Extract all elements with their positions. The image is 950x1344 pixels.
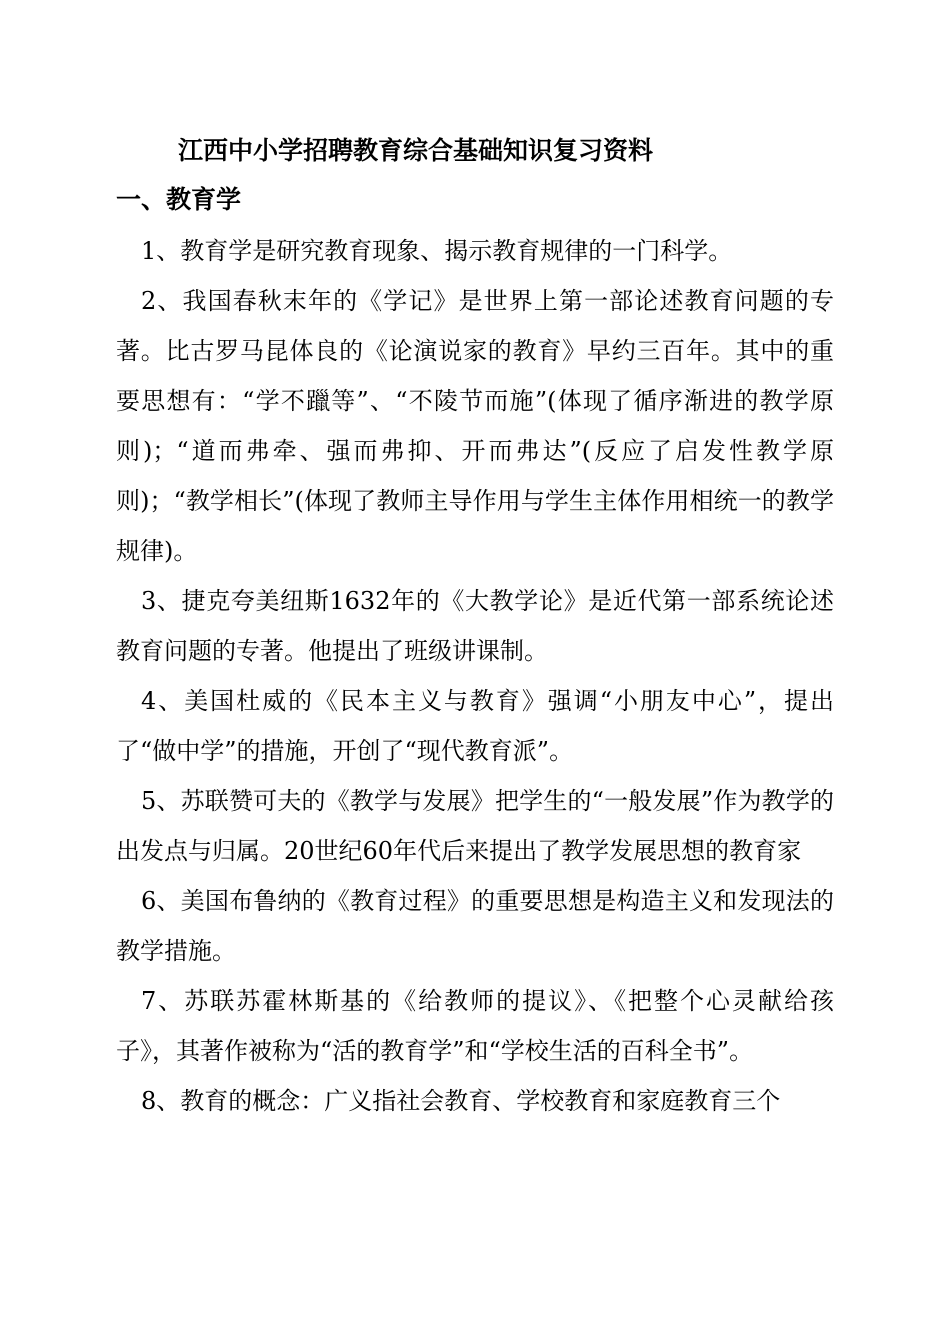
paragraph-6: 6、美国布鲁纳的《教育过程》的重要思想是构造主义和发现法的教学措施。 bbox=[116, 887, 834, 965]
document-title: 江西中小学招聘教育综合基础知识复习资料 bbox=[178, 136, 654, 165]
paragraph-7: 7、苏联苏霍林斯基的《给教师的提议》、《把整个心灵献给孩子》，其著作被称为“活的教育学”和“学校生活的百科全书”。 bbox=[116, 987, 834, 1065]
paragraph-8: 8、教育的概念：广义指社会教育、学校教育和家庭教育三个 bbox=[141, 1087, 781, 1115]
paragraph-3: 3、捷克夸美纽斯1632年的《大教学论》是近代第一部系统论述教育问题的专著。他提出了班级讲课制。 bbox=[116, 587, 834, 665]
paragraph-5: 5、苏联赞可夫的《教学与发展》把学生的“一般发展”作为教学的出发点与归属。20世纪60年代后来提出了教学发展思想的教育家 bbox=[116, 787, 834, 865]
paragraph-2: 2、我国春秋末年的《学记》是世界上第一部论述教育问题的专著。比古罗马昆体良的《论演说家的教育》早约三百年。其中的重要思想有：“学不躐等”、“不陵节而施”(体现了循序渐进的教学原则)；“道而弗牵、强而弗抑、开而弗达”(反应了启发性教学原则)；“教学相长”(体现了教师主导作用与学生主体作用相统一的教学规律)。 bbox=[116, 287, 834, 565]
document-body bbox=[116, 226, 834, 1126]
paragraph-1: 1、教育学是研究教育现象、揭示教育规律的一门科学。 bbox=[141, 237, 733, 265]
paragraph-4: 4、美国杜威的《民本主义与教育》强调“小朋友中心”，提出了“做中学”的措施，开创了“现代教育派”。 bbox=[116, 687, 834, 765]
section-heading: 一、教育学 bbox=[116, 185, 242, 214]
